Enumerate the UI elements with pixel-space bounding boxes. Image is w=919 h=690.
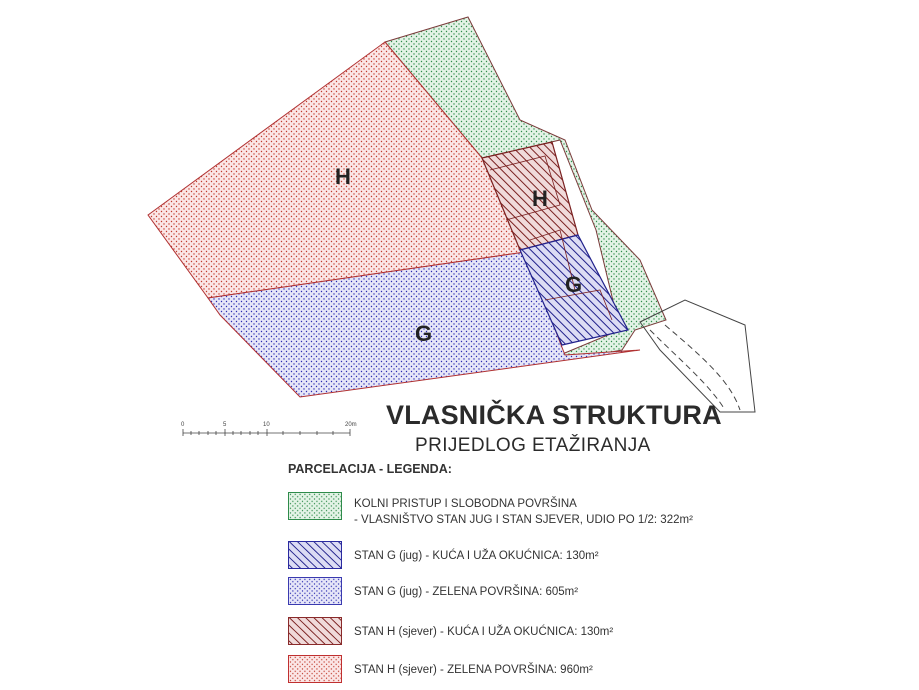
legend-swatch-g-house xyxy=(288,541,342,569)
scale-tick-5: 5 xyxy=(223,422,227,428)
legend-text xyxy=(354,496,693,528)
legend-swatch-h-green xyxy=(288,655,342,683)
legend-text: STAN H (sjever) - ZELENA POVRŠINA: 960m² xyxy=(354,664,593,676)
parcel-label-g-green: G xyxy=(415,321,433,346)
legend-item-access xyxy=(288,492,808,526)
legend-item-g-house xyxy=(288,541,808,571)
page-subtitle: PRIJEDLOG ETAŽIRANJA xyxy=(415,435,651,456)
legend-line: - VLASNIŠTVO STAN JUG I STAN SJEVER, UDIO PO 1/2: 322m² xyxy=(354,514,693,526)
legend-text: STAN G (jug) - ZELENA POVRŠINA: 605m² xyxy=(354,586,579,598)
legend-text: STAN G (jug) - KUĆA I UŽA OKUĆNICA: 130m² xyxy=(354,550,599,562)
parcel-label-h-house: H xyxy=(532,186,548,211)
legend-item-h-house xyxy=(288,617,808,647)
scale-tick-0: 0 xyxy=(181,422,185,428)
page-title: VLASNIČKA STRUKTURA xyxy=(386,400,722,430)
legend-line: KOLNI PRISTUP I SLOBODNA POVRŠINA xyxy=(354,498,577,510)
legend-text: STAN H (sjever) - KUĆA I UŽA OKUĆNICA: 130m² xyxy=(354,626,614,638)
scale-tick-20: 20m xyxy=(345,422,357,428)
legend-item-g-green xyxy=(288,577,808,607)
legend-swatch-g-green xyxy=(288,577,342,605)
legend-swatch-h-house xyxy=(288,617,342,645)
legend-heading: PARCELACIJA - LEGENDA: xyxy=(288,462,452,476)
scale-bar xyxy=(183,429,350,436)
scale-tick-10: 10 xyxy=(263,422,270,428)
legend-item-h-green xyxy=(288,655,808,685)
legend-swatch-access xyxy=(288,492,342,520)
parcel-label-g-house: G xyxy=(565,272,583,297)
parcel-label-h-green: H xyxy=(335,164,351,189)
